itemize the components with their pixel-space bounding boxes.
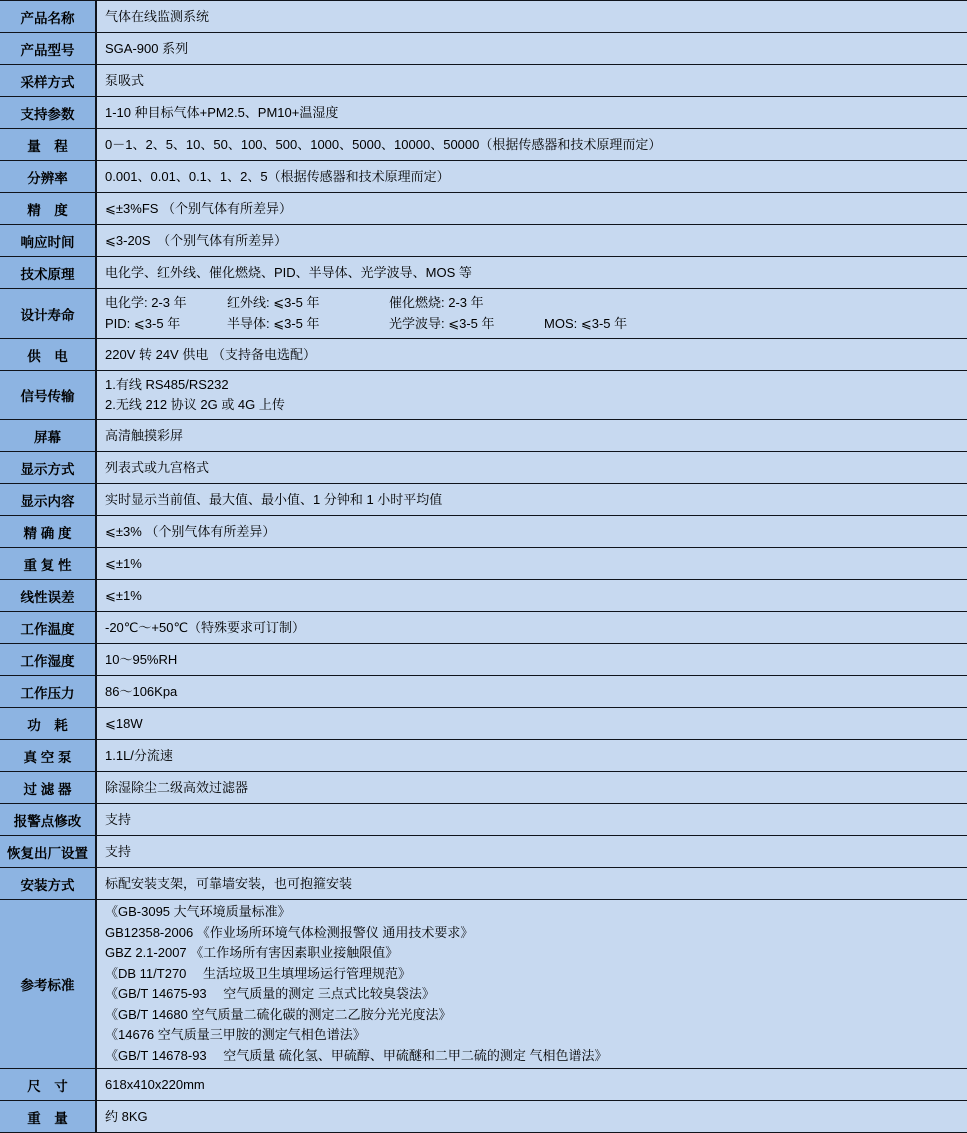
- value-filter: 除湿除尘二级高效过滤器: [105, 779, 249, 795]
- row-installation-method: [0, 868, 967, 900]
- label-factory-reset: 恢复出厂设置: [0, 836, 97, 867]
- value-power-consumption: ⩽18W: [105, 715, 143, 731]
- row-display-mode: [0, 452, 967, 484]
- label-display-mode: 显示方式: [0, 452, 97, 483]
- signal-transmission-wired: 1.有线 RS485/RS232: [105, 377, 229, 392]
- row-response-time: [0, 225, 967, 257]
- value-factory-reset: 支持: [105, 843, 132, 859]
- value-power-supply: 220V 转 24V 供电 （支持备电选配）: [105, 346, 316, 362]
- row-weight: [0, 1101, 967, 1132]
- label-filter: 过 滤 器: [0, 772, 97, 803]
- row-repeatability: [0, 548, 967, 580]
- row-power-supply: [0, 339, 967, 371]
- label-weight: 重 量: [0, 1101, 97, 1132]
- value-precision: ⩽±3% （个别气体有所差异）: [105, 523, 276, 539]
- row-product-model: [0, 33, 967, 65]
- label-installation-method: 安装方式: [0, 868, 97, 899]
- design-life-infrared: 红外线: ⩽3-5 年: [227, 295, 320, 310]
- design-life-catalytic: 催化燃烧: 2-3 年: [389, 295, 484, 310]
- standard-gbt-14675-93: 《GB/T 14675-93 空气质量的测定 三点式比较臭袋法》: [105, 986, 435, 1001]
- value-dimensions: 618x410x220mm: [105, 1076, 205, 1092]
- row-precision: [0, 516, 967, 548]
- label-measuring-range: 量 程: [0, 129, 97, 160]
- label-design-life: 设计寿命: [0, 289, 97, 338]
- label-sampling-method: 采样方式: [0, 65, 97, 96]
- row-operating-pressure: [0, 676, 967, 708]
- value-operating-humidity: 10～95%RH: [105, 651, 178, 667]
- label-power-consumption: 功 耗: [0, 708, 97, 739]
- value-signal-transmission: [97, 371, 967, 419]
- value-product-model: SGA-900 系列: [105, 40, 189, 56]
- row-dimensions: [0, 1069, 967, 1101]
- label-display-content: 显示内容: [0, 484, 97, 515]
- label-operating-temperature: 工作温度: [0, 612, 97, 643]
- label-repeatability: 重 复 性: [0, 548, 97, 579]
- row-supported-parameters: [0, 97, 967, 129]
- label-product-model: 产品型号: [0, 33, 97, 64]
- value-alarm-point-modification: 支持: [105, 811, 132, 827]
- value-repeatability: ⩽±1%: [105, 555, 142, 571]
- design-life-optical-waveguide: 光学波导: ⩽3-5 年: [389, 316, 495, 331]
- label-resolution: 分辨率: [0, 161, 97, 192]
- standard-gb12358-2006: GB12358-2006 《作业场所环境气体检测报警仪 通用技术要求》: [105, 924, 474, 940]
- row-reference-standards: [0, 900, 967, 1069]
- value-display-content: 实时显示当前值、最大值、最小值、1 分钟和 1 小时平均值: [105, 491, 443, 507]
- label-power-supply: 供 电: [0, 339, 97, 370]
- value-weight: 约 8KG: [105, 1108, 148, 1124]
- row-operating-humidity: [0, 644, 967, 676]
- label-operating-humidity: 工作湿度: [0, 644, 97, 675]
- label-linearity-error: 线性误差: [0, 580, 97, 611]
- row-technical-principle: [0, 257, 967, 289]
- value-screen: 高清触摸彩屏: [105, 427, 184, 443]
- design-life-electrochemical: 电化学: 2-3 年: [105, 295, 187, 310]
- label-vacuum-pump: 真 空 泵: [0, 740, 97, 771]
- value-reference-standards: [97, 900, 967, 1068]
- value-linearity-error: ⩽±1%: [105, 587, 142, 603]
- label-precision: 精 确 度: [0, 516, 97, 547]
- label-response-time: 响应时间: [0, 225, 97, 256]
- signal-transmission-wireless: 2.无线 212 协议 2G 或 4G 上传: [105, 397, 285, 412]
- label-dimensions: 尺 寸: [0, 1069, 97, 1100]
- row-signal-transmission: [0, 371, 967, 420]
- value-accuracy: ⩽±3%FS （个别气体有所差异）: [105, 200, 293, 216]
- value-operating-temperature: -20℃～+50℃（特殊要求可订制）: [105, 619, 306, 635]
- label-technical-principle: 技术原理: [0, 257, 97, 288]
- row-resolution: [0, 161, 967, 193]
- standard-gbt-14680: 《GB/T 14680 空气质量二硫化碳的测定二乙胺分光光度法》: [105, 1006, 452, 1022]
- row-product-name: [0, 1, 967, 33]
- standard-gbt-14678-93: 《GB/T 14678-93 空气质量 硫化氢、甲硫醇、甲硫醚和二甲二硫的测定 气相色谱法》: [105, 1047, 608, 1063]
- label-operating-pressure: 工作压力: [0, 676, 97, 707]
- row-filter: [0, 772, 967, 804]
- standard-gb-3095: 《GB-3095 大气环境质量标准》: [105, 904, 291, 919]
- design-life-blank: [544, 293, 959, 313]
- row-alarm-point-modification: [0, 804, 967, 836]
- standard-14676: 《14676 空气质量三甲胺的测定气相色谱法》: [105, 1027, 366, 1042]
- row-screen: [0, 420, 967, 452]
- row-display-content: [0, 484, 967, 516]
- label-accuracy: 精 度: [0, 193, 97, 224]
- value-operating-pressure: 86～106Kpa: [105, 683, 178, 699]
- label-supported-parameters: 支持参数: [0, 97, 97, 128]
- design-life-pid: PID: ⩽3-5 年: [105, 316, 181, 331]
- label-signal-transmission: 信号传输: [0, 371, 97, 419]
- value-sampling-method: 泵吸式: [105, 72, 145, 88]
- value-supported-parameters: 1-10 种目标气体+PM2.5、PM10+温湿度: [105, 104, 339, 120]
- row-sampling-method: [0, 65, 967, 97]
- row-accuracy: [0, 193, 967, 225]
- value-response-time: ⩽3-20S （个别气体有所差异）: [105, 232, 288, 248]
- design-life-semiconductor: 半导体: ⩽3-5 年: [227, 316, 320, 331]
- value-installation-method: 标配安装支架，可靠墙安装，也可抱箍安装: [105, 875, 353, 891]
- value-measuring-range: 0－1、2、5、10、50、100、500、1000、5000、10000、50000（根据传感器和技术原理而定）: [105, 136, 662, 152]
- value-technical-principle: 电化学、红外线、催化燃烧、PID、半导体、光学波导、MOS 等: [105, 264, 472, 280]
- value-vacuum-pump: 1.1L/分流速: [105, 747, 173, 763]
- value-design-life: [97, 289, 967, 338]
- standard-gbz-2-1-2007: GBZ 2.1-2007 《工作场所有害因素职业接触限值》: [105, 945, 399, 960]
- row-vacuum-pump: [0, 740, 967, 772]
- design-life-mos: MOS: ⩽3-5 年: [544, 316, 628, 331]
- row-measuring-range: [0, 129, 967, 161]
- value-display-mode: 列表式或九宫格式: [105, 459, 210, 475]
- standard-db-11-t270: 《DB 11/T270 生活垃圾卫生填埋场运行管理规范》: [105, 965, 412, 981]
- row-design-life: [0, 289, 967, 339]
- row-power-consumption: [0, 708, 967, 740]
- row-linearity-error: [0, 580, 967, 612]
- value-resolution: 0.001、0.01、0.1、1、2、5（根据传感器和技术原理而定）: [105, 168, 450, 184]
- label-product-name: 产品名称: [0, 1, 97, 32]
- label-alarm-point-modification: 报警点修改: [0, 804, 97, 835]
- label-screen: 屏幕: [0, 420, 97, 451]
- value-product-name: 气体在线监测系统: [105, 8, 210, 24]
- label-reference-standards: 参考标准: [0, 900, 97, 1068]
- row-factory-reset: [0, 836, 967, 868]
- row-operating-temperature: [0, 612, 967, 644]
